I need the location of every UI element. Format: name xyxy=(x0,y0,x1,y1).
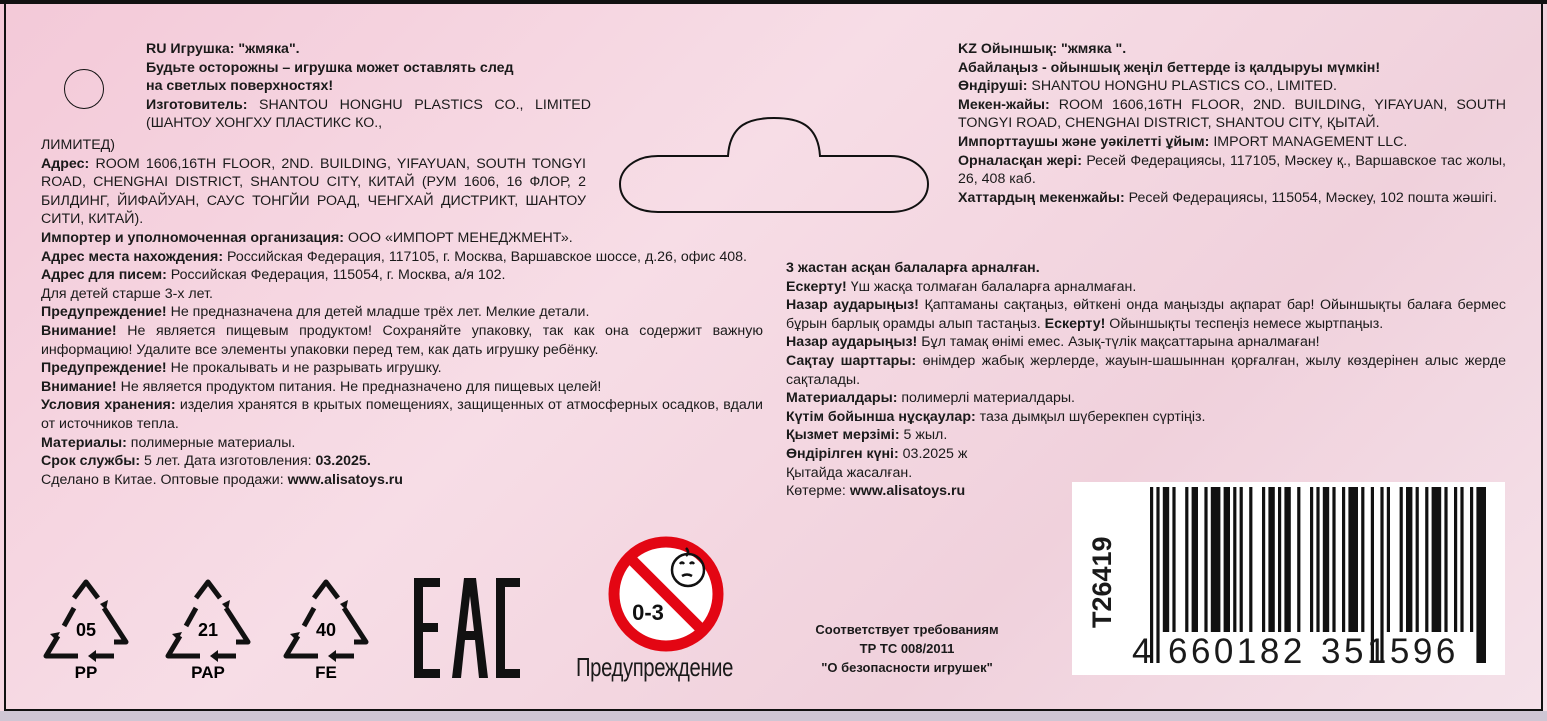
kz-manufacturer-value: SHANTOU HONGHU PLASTICS CO., LIMITED. xyxy=(1027,78,1337,95)
barcode-bar xyxy=(1323,487,1329,632)
recycle-code: 05 xyxy=(75,620,97,640)
ru-storage-label: Условия хранения: xyxy=(41,397,176,414)
barcode-bar xyxy=(1224,487,1230,632)
ru-service-label: Срок службы: xyxy=(41,453,141,470)
age-warning-icon xyxy=(606,534,726,654)
barcode-bar xyxy=(1400,487,1403,632)
kz-attn2-label: Назар аударыңыз! xyxy=(786,334,918,351)
ru-importer-value: ООО «ИМПОРТ МЕНЕДЖМЕНТ». xyxy=(343,229,573,246)
barcode-bar xyxy=(1211,487,1221,632)
barcode-bar xyxy=(1310,487,1313,632)
barcode-bar xyxy=(1192,487,1198,632)
kz-location-value: Ресей Федерациясы, 117105, Мәскеу қ., Варшавское тас жолы, 26, 408 каб. xyxy=(958,152,1506,188)
kz-materials-value: полимерлі материалдары. xyxy=(897,390,1075,407)
barcode-bar xyxy=(1432,487,1442,632)
ru-location-label: Адрес места нахождения: xyxy=(41,248,224,265)
kz-body xyxy=(786,259,1506,501)
ru-manufacturer-value: SHANTOU HONGHU PLASTICS CO., LIMITED (ШАНТОУ ХОНГХУ ПЛАСТИКС КО., xyxy=(146,96,591,132)
ru-attn1-value: Не является пищевым продуктом! Сохраняйте упаковку, так как она содержит важную информацию! Удалите все элементы упаковки перед тем, как дать игрушку ребёнку. xyxy=(41,322,763,358)
ru-warn2-value: Не прокалывать и не разрывать игрушку. xyxy=(166,360,442,377)
kz-service-label: Қызмет мерзімі: xyxy=(786,427,900,444)
ru-warn1-value: Не предназначена для детей младше трёх лет. Мелкие детали. xyxy=(166,304,590,321)
kz-attn1-label: Назар аударыңыз! xyxy=(786,297,919,314)
kz-wholesale: Көтерме: xyxy=(786,483,850,500)
ru-title: RU Игрушка: "жмяка". xyxy=(146,41,300,57)
ru-warn1-label: Предупреждение! xyxy=(41,304,167,321)
ru-service-date: 03.2025. xyxy=(315,453,371,470)
recycle-code: 40 xyxy=(315,620,337,640)
barcode-bar xyxy=(1262,487,1265,632)
kz-care-label: Күтім бойынша нұсқаулар: xyxy=(786,408,976,425)
kz-attn1-warn: Ескерту! xyxy=(1044,315,1106,332)
kz-storage-label: Сақтау шарттары: xyxy=(786,352,917,369)
ru-address-value: ROOM 1606,16TH FLOOR, 2ND. BUILDING, YIFAYUAN, SOUTH TONGYI ROAD, CHENGHAI DISTRICT, SHANTOU CITY, КИТАЙ (РУМ 1606, 16 ФЛОР, 2 БИЛДИНГ, ЙИФАЙУАН, САУС ТОНГЙИ РОАД, ЧЕНГХАЙ ДИСТРИКТ, ШАНТОУ СИТИ, КИТАЙ). xyxy=(41,155,586,228)
recycle-label: PAP xyxy=(191,663,225,682)
kz-importer-value: IMPORT MANAGEMENT LLC. xyxy=(1209,133,1408,150)
ru-attn1-label: Внимание! xyxy=(41,322,117,339)
compliance-line: Соответствует требованиям xyxy=(815,622,999,637)
ru-letters-label: Адрес для писем: xyxy=(41,267,167,284)
compliance-statement xyxy=(782,620,1032,677)
barcode-bar xyxy=(1361,487,1364,632)
kz-caution: Абайлаңыз - ойыншық жеңіл беттерде із қалдыруы мүмкін! xyxy=(958,59,1381,76)
barcode-bar xyxy=(1156,487,1159,663)
barcode-bar xyxy=(1406,487,1412,632)
kz-age: 3 жастан асқан балаларға арналған. xyxy=(786,260,1040,276)
kz-site-link: www.alisatoys.ru xyxy=(849,483,966,500)
ru-body xyxy=(41,136,763,489)
die-cut-circle xyxy=(64,69,104,109)
kz-letters-value: Ресей Федерациясы, 115054, Мәскеу, 102 пошта жәшігі. xyxy=(1124,189,1498,206)
ru-made: Сделано в Китае. Оптовые продажи: xyxy=(41,471,288,488)
barcode-bar xyxy=(1278,487,1281,632)
ru-site-link: www.alisatoys.ru xyxy=(287,471,403,488)
barcode-panel xyxy=(1072,482,1505,675)
kz-manufacturer-label: Өндіруші: xyxy=(958,78,1028,95)
ru-manufacturer-tail: ЛИМИТЕД) xyxy=(41,137,115,153)
kz-materials-label: Материалдары: xyxy=(786,390,898,407)
barcode-bar xyxy=(1240,487,1243,632)
ru-storage-value: изделия хранятся в крытых помещениях, защищенных от атмосферных осадков, вдали от источников тепла. xyxy=(41,397,763,432)
kz-address-value: ROOM 1606,16TH FLOOR, 2ND. BUILDING, YIFAYUAN, SOUTH TONGYI ROAD, CHENGHAI DISTRICT, SHANTOU CITY, ҚЫТАЙ. xyxy=(958,96,1506,132)
kz-attn1-value: Қаптаманы сақтаңыз, өйткені онда маңызды ақпарат бар! Ойыншықты балаға бермес бұрын барлық орамды алып тастаңыз. xyxy=(786,297,1506,332)
barcode-bar xyxy=(1297,487,1300,632)
barcode-bar xyxy=(1416,487,1419,632)
ru-age: Для детей старше 3-х лет. xyxy=(41,285,213,302)
kz-address-label: Мекен-жайы: xyxy=(958,96,1050,113)
ru-materials-value: полимерные материалы. xyxy=(126,434,296,451)
ru-letters-value: Российская Федерация, 115054, г. Москва, а/я 102. xyxy=(166,267,506,284)
barcode-bar xyxy=(1348,487,1358,632)
barcode-bar xyxy=(1284,487,1290,632)
ru-manufacturer-label: Изготовитель: xyxy=(146,96,248,113)
ru-location-value: Российская Федерация, 117105, г. Москва, Варшавское шоссе, д.26, офис 408. xyxy=(223,248,747,265)
barcode-bar xyxy=(1316,487,1319,632)
age-range-text: 0-3 xyxy=(632,600,664,625)
barcode-bar xyxy=(1470,487,1473,632)
recycle-05-icon xyxy=(38,578,134,682)
barcode-digits-group1: 660182 xyxy=(1168,632,1306,671)
recycle-21-icon xyxy=(160,578,256,682)
barcode-bar xyxy=(1342,487,1345,632)
barcode-bar xyxy=(1185,487,1188,632)
recycle-code: 21 xyxy=(197,620,219,640)
barcode-bar xyxy=(1268,487,1274,632)
ru-header xyxy=(146,40,591,133)
kz-attn2-value: Бұл тамақ өнімі емес. Азық-түлік мақсаттарына арналмаған! xyxy=(917,334,1320,351)
kz-letters-label: Хаттардың мекенжайы: xyxy=(958,189,1125,206)
kz-title: KZ Ойыншық: "жмяка ". xyxy=(958,41,1127,57)
kz-care-value: таза дымқыл шүберекпен сүртіңіз. xyxy=(975,408,1206,425)
recycle-label: FE xyxy=(315,663,337,682)
kz-date-label: Өндірілген күні: xyxy=(786,445,899,462)
ru-caution-2: на светлых поверхностях! xyxy=(146,78,334,95)
ru-caution: Будьте осторожны – игрушка может оставлять след xyxy=(146,59,514,76)
ru-attn2-value: Не является продуктом питания. Не предназначено для пищевых целей! xyxy=(116,378,602,395)
recycle-label: PP xyxy=(74,663,98,682)
eac-mark-icon xyxy=(414,578,520,678)
kz-warn1-label: Ескерту! xyxy=(786,278,847,295)
barcode-first-digit: 4 xyxy=(1132,632,1153,671)
barcode-bar xyxy=(1454,487,1457,632)
kz-importer-label: Импорттаушы және уәкілетті ұйым: xyxy=(958,133,1210,150)
barcode-bar xyxy=(1249,487,1252,632)
ru-materials-label: Материалы: xyxy=(41,434,127,451)
bottom-band xyxy=(0,711,1547,721)
ru-importer-label: Импортер и уполномоченная организация: xyxy=(41,229,344,246)
kz-made: Қытайда жасалған. xyxy=(786,464,913,481)
barcode-bar xyxy=(1444,487,1447,632)
kz-location-label: Орналасқан жері: xyxy=(958,152,1082,169)
kz-storage-value: өнімдер жабық жерлерде, жауын-шашыннан қорғалған, жылу көздерінен алыс жерде сақталады. xyxy=(786,352,1506,388)
barcode-bar xyxy=(1476,487,1486,663)
barcode-bar xyxy=(1387,487,1390,632)
compliance-line: ТР ТС 008/2011 xyxy=(859,641,955,656)
ru-address-label: Адрес: xyxy=(41,155,90,172)
compliance-line: "О безопасности игрушек" xyxy=(821,660,993,675)
kz-header xyxy=(958,40,1506,207)
barcode-bar xyxy=(1204,487,1207,632)
barcode-bar xyxy=(1425,487,1428,632)
ru-attn2-label: Внимание! xyxy=(41,378,117,395)
kz-service-value: 5 жыл. xyxy=(899,427,948,444)
barcode-bar xyxy=(1163,487,1169,632)
ru-warn2-label: Предупреждение! xyxy=(41,360,167,377)
barcode-bar xyxy=(1460,487,1463,632)
article-number: T26419 xyxy=(1087,536,1117,628)
ru-service-value: 5 лет. Дата изготовления: xyxy=(140,453,316,470)
barcode-bar xyxy=(1172,487,1175,632)
barcode-bar xyxy=(1332,487,1335,632)
warning-caption: Предупреждение xyxy=(576,652,733,682)
barcode-digits-group2: 351596 xyxy=(1321,632,1459,671)
barcode-bar xyxy=(1233,487,1236,632)
kz-date-value: 03.2025 ж xyxy=(898,445,968,462)
kz-attn1-tail: Ойыншықты теспеңіз немесе жыртпаңыз. xyxy=(1105,315,1384,332)
kz-warn1-value: Үш жасқа толмаған балаларға арналмаған. xyxy=(846,278,1137,295)
recycle-40-icon xyxy=(278,578,374,682)
